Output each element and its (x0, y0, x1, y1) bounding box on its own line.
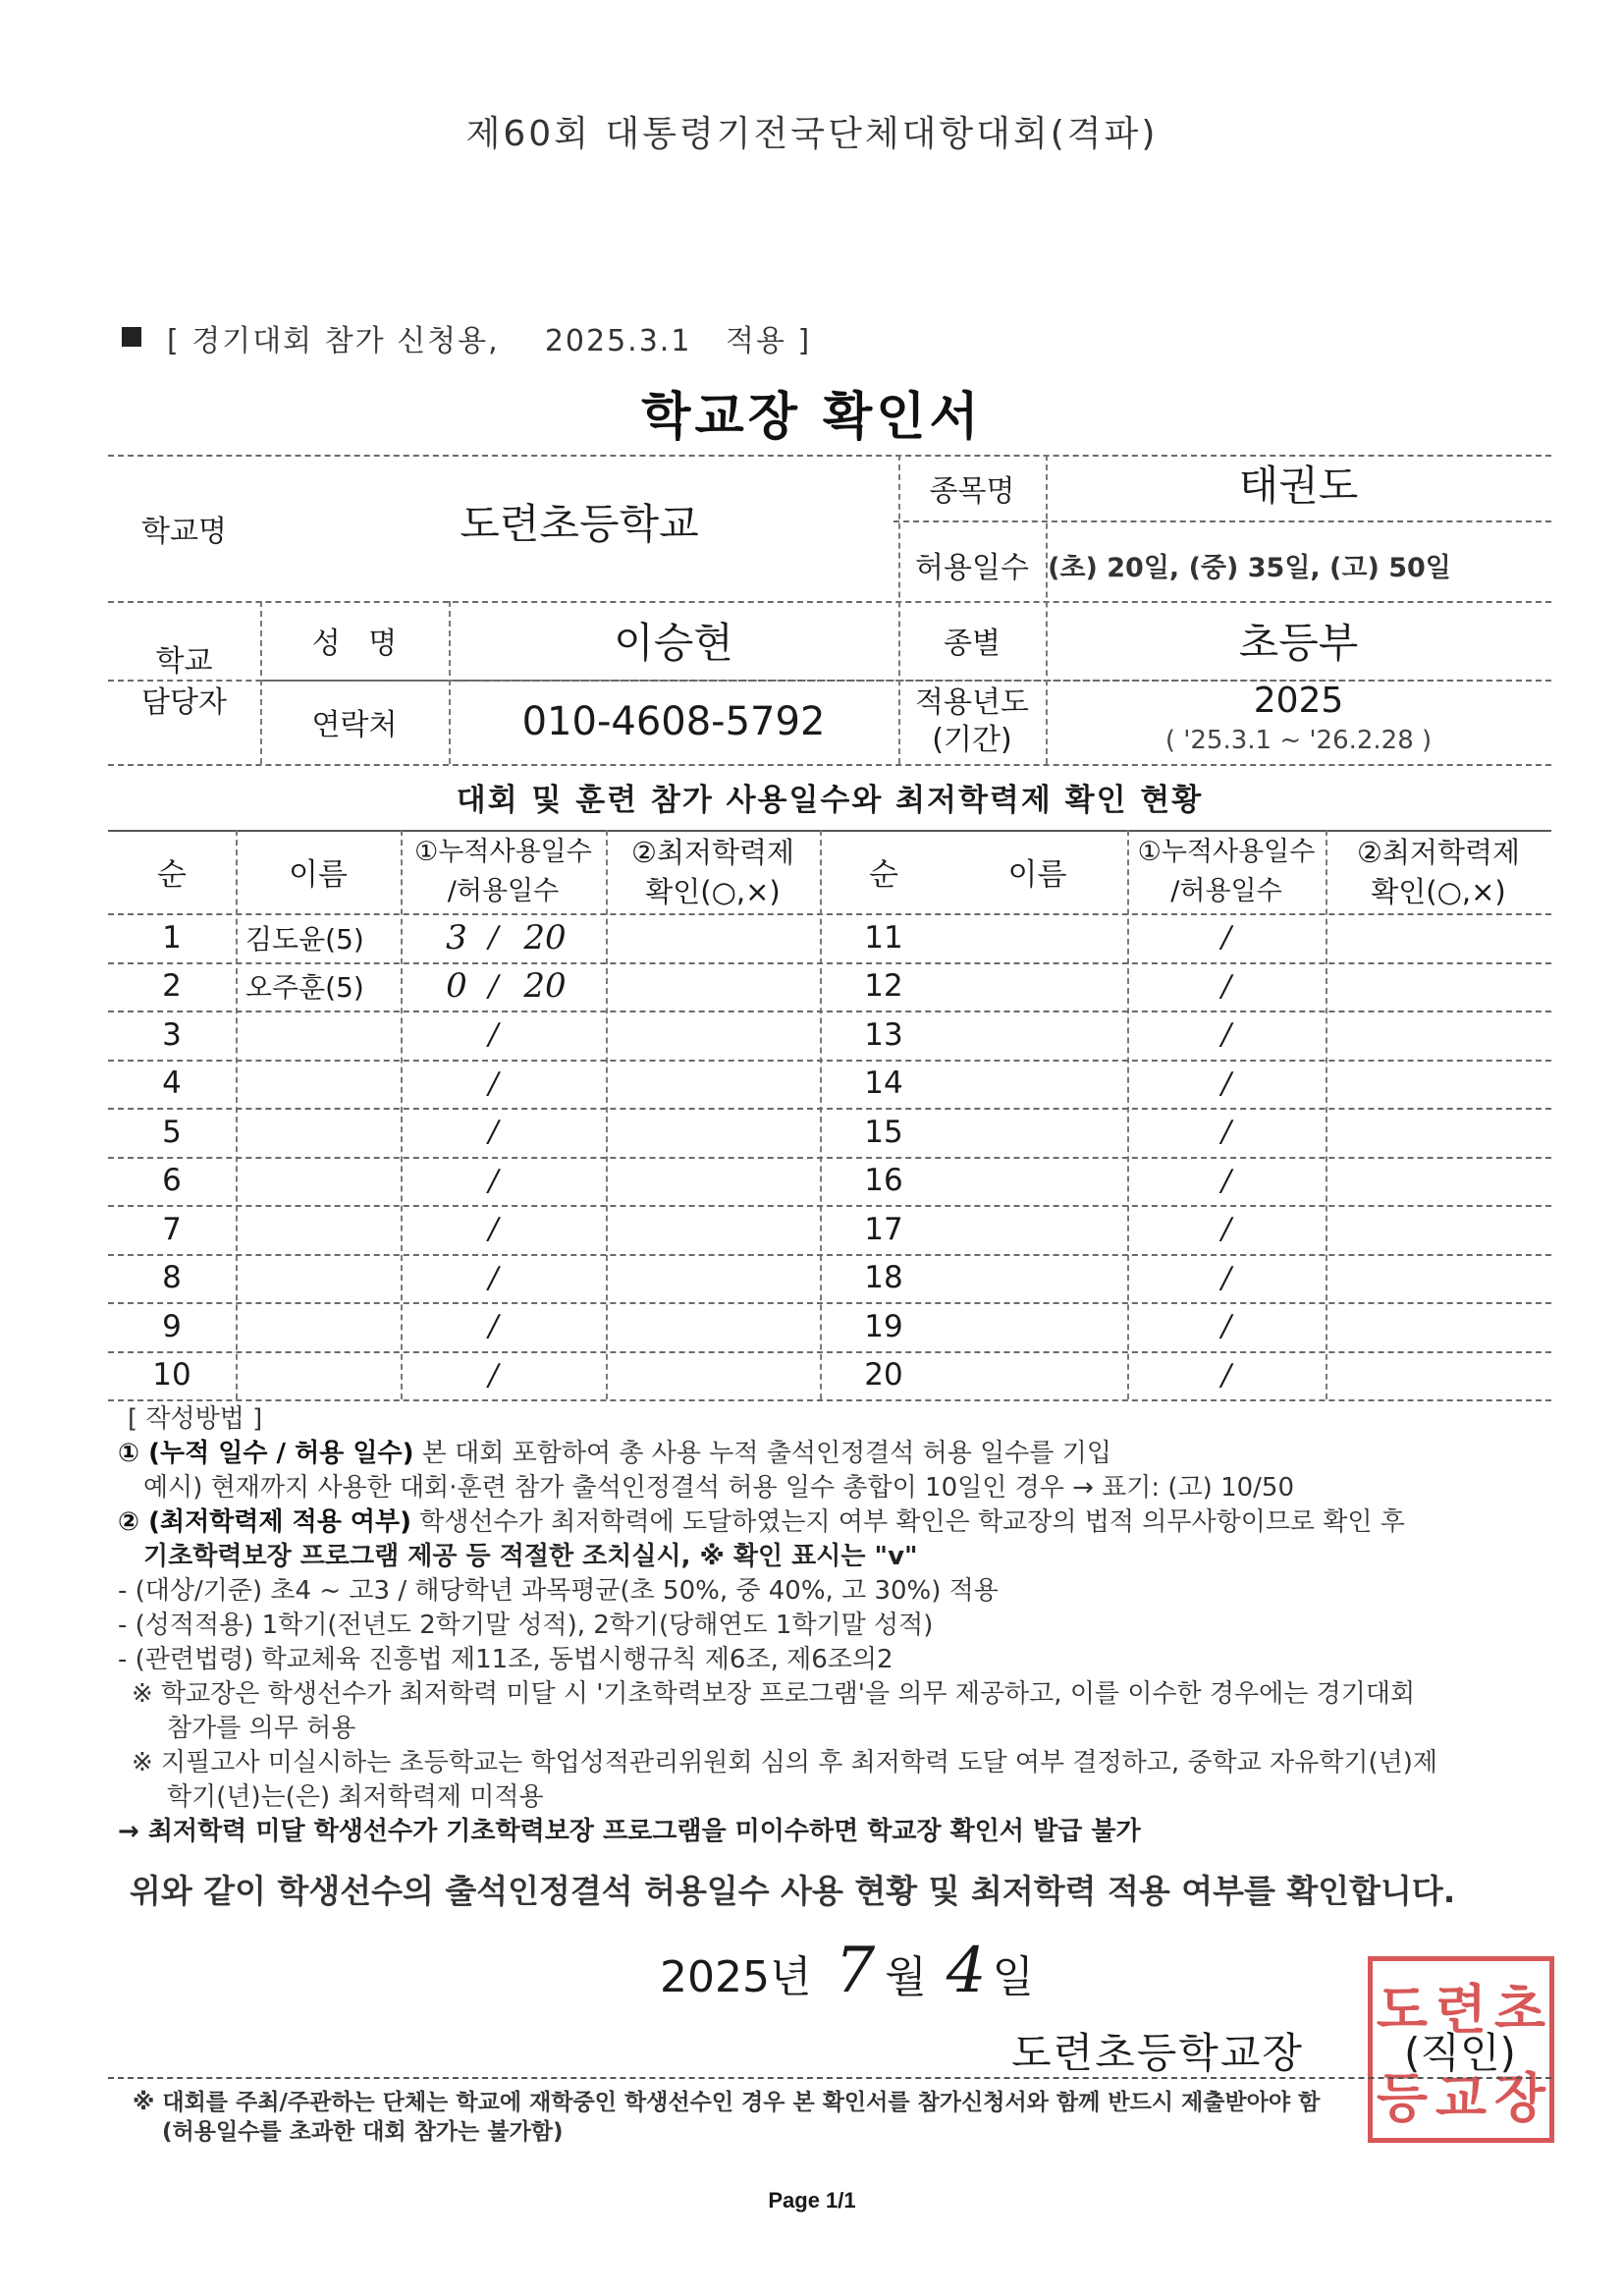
row-used-days: 3 (446, 917, 467, 957)
header-days-right: ①누적사용일수 /허용일수 (1137, 836, 1316, 906)
stamp-char: 등 (1376, 2065, 1429, 2129)
row-allowed-days (511, 1060, 579, 1109)
row-separator: / (488, 1017, 499, 1053)
note-3: - (대상/기준) 초4 ~ 고3 / 해당학년 과목평균(초 50%, 중 40%, 고 30%) 적용 (118, 1576, 999, 1606)
note-7-cont: 학기(년)는(은) 최저학력제 미적용 (167, 1782, 544, 1812)
year-label: 적용년도 (기간) (915, 685, 1029, 757)
note-7: ※ 지필고사 미실시하는 초등학교는 학업성적관리위원회 심의 후 최저학력 도달 여부 결정하고, 중학교 자유학기(년)제 (132, 1748, 1437, 1777)
row-number: 4 (162, 1066, 182, 1102)
header-no-left: 순 (157, 857, 187, 893)
row-separator: / (488, 1115, 499, 1150)
row-allowed-days: 20 (523, 966, 567, 1007)
note-1-example: 예시) 현재까지 사용한 대회·훈련 참가 출석인정결석 허용 일수 총합이 10일인 경우 → 표기: (고) 10/50 (143, 1473, 1295, 1503)
seal-label: (직인) (1404, 2029, 1516, 2077)
category-value: 초등부 (1238, 619, 1359, 667)
row-number: 1 (162, 919, 182, 956)
page-number: Page 1/1 (768, 2188, 856, 2213)
school-value: 도련초등학교 (460, 499, 699, 548)
row-name (245, 1108, 401, 1157)
row-separator: / (1220, 920, 1232, 956)
row-number: 6 (162, 1163, 182, 1199)
header-days-left: ①누적사용일수 /허용일수 (414, 836, 592, 906)
row-number: 14 (864, 1066, 903, 1102)
stamp-char: 도 (1376, 1977, 1429, 2041)
year-value: 2025 (1253, 680, 1344, 721)
row-number: 8 (162, 1260, 182, 1296)
application-note: [ 경기대회 참가 신청용, 2025.3.1 적용 ] (167, 324, 812, 358)
row-allowed-days (511, 1351, 579, 1400)
row-separator: / (488, 1309, 499, 1344)
issue-date (660, 1935, 1034, 2007)
row-name (245, 1205, 401, 1254)
note-2: ② (최저학력제 적용 여부) 학생선수가 최저학력에 도달하였는지 여부 확인은 학교장의 법적 의무사항이므로 확인 후 (118, 1507, 1405, 1537)
header-name-right: 이름 (1007, 857, 1067, 893)
header-no-right: 순 (869, 857, 898, 893)
row-separator: / (488, 1357, 499, 1393)
row-allowed-days (511, 1011, 579, 1060)
signer-name: 도련초등학교장 (1011, 2029, 1305, 2077)
row-number: 16 (864, 1163, 903, 1199)
date-month-unit: 월 (885, 1952, 927, 2002)
note-2-cont: 기초학력보장 프로그램 제공 등 적절한 조치실시, ※ 확인 표시는 "v" (143, 1542, 918, 1571)
date-day-unit: 일 (992, 1952, 1034, 2002)
row-separator: / (1220, 1115, 1232, 1150)
note-8: → 최저학력 미달 학생선수가 기초학력보장 프로그램을 미이수하면 학교장 확인서 발급 불가 (118, 1817, 1141, 1846)
allowed-days-value: (초) 20일, (중) 35일, (고) 50일 (1048, 552, 1451, 583)
row-name (245, 1011, 401, 1060)
row-name (245, 1157, 401, 1206)
row-separator: / (488, 1163, 499, 1198)
row-name: 오주훈(5) (245, 971, 364, 1005)
row-number: 12 (864, 968, 903, 1005)
row-separator: / (1220, 968, 1232, 1004)
row-number: 13 (864, 1016, 903, 1053)
row-separator: / (488, 920, 499, 956)
row-separator: / (1220, 1260, 1232, 1295)
row-allowed-days (511, 1108, 579, 1157)
row-number: 18 (864, 1260, 903, 1296)
row-number: 2 (162, 968, 182, 1005)
header-check-left: ②최저학력제 확인(○,×) (630, 835, 795, 908)
row-number: 20 (864, 1357, 903, 1394)
date-year: 2025년 (660, 1952, 812, 2002)
confirmation-text: 위와 같이 학생선수의 출석인정결석 허용일수 사용 현황 및 최저학력 적용 여부를 확인합니다. (130, 1872, 1456, 1910)
period-value: ( '25.3.1 ~ '26.2.28 ) (1164, 726, 1433, 755)
row-separator: / (1220, 1309, 1232, 1344)
writing-instructions (118, 1402, 1542, 1849)
allowed-days-label: 허용일수 (915, 551, 1029, 585)
row-separator: / (488, 1260, 499, 1295)
contact-label: 연락처 (311, 708, 398, 742)
row-allowed-days: 20 (523, 917, 567, 957)
stamp-char: 장 (1493, 2065, 1546, 2129)
footer-note-2: (허용일수를 초과한 대회 참가는 불가함) (162, 2119, 564, 2145)
row-number: 5 (162, 1114, 182, 1150)
sport-value: 태권도 (1238, 461, 1359, 510)
note-5: - (관련법령) 학교체육 진흥법 제11조, 동법시행규칙 제6조, 제6조의2 (118, 1645, 893, 1674)
row-separator: / (1220, 1066, 1232, 1101)
date-month: 7 (835, 1935, 876, 2007)
manager-label: 학교 담당자 (141, 644, 227, 720)
document-title: 학교장 확인서 (641, 388, 983, 447)
row-name (245, 1302, 401, 1351)
row-number: 17 (864, 1211, 903, 1247)
row-separator: / (488, 1212, 499, 1247)
note-4: - (성적적용) 1학기(전년도 2학기말 성적), 2학기(당해연도 1학기말 성적) (118, 1611, 934, 1640)
row-separator: / (488, 1066, 499, 1101)
row-number: 10 (152, 1357, 191, 1394)
row-allowed-days (511, 1205, 579, 1254)
note-6-cont: 참가를 의무 허용 (167, 1714, 356, 1743)
stamp-char: 초 (1493, 1977, 1546, 2041)
name-value: 이승현 (614, 619, 733, 667)
date-day: 4 (946, 1935, 987, 2007)
row-separator: / (1220, 1212, 1232, 1247)
row-name (245, 1254, 401, 1303)
row-allowed-days (511, 1254, 579, 1303)
row-number: 7 (162, 1211, 182, 1247)
row-separator: / (488, 968, 499, 1004)
usage-table-title: 대회 및 훈련 참가 사용일수와 최저학력제 확인 현황 (456, 782, 1204, 818)
stamp-char: 교 (1435, 2065, 1488, 2129)
notes-heading: [ 작성방법 ] (128, 1404, 263, 1434)
row-number: 19 (864, 1308, 903, 1344)
row-name (245, 1060, 401, 1109)
row-separator: / (1220, 1357, 1232, 1393)
footer-note: ※ 대회를 주최/주관하는 단체는 학교에 재학중인 학생선수인 경우 본 확인서를 참가신청서와 함께 반드시 제출받아야 함 (133, 2090, 1321, 2115)
row-number: 3 (162, 1016, 182, 1053)
event-title: 제60회 대통령기전국단체대항대회(격파) (465, 114, 1159, 154)
category-label: 종별 (944, 627, 1001, 661)
stamp-char: 련 (1435, 1977, 1488, 2041)
row-separator: / (1220, 1017, 1232, 1053)
header-check-right: ②최저학력제 확인(○,×) (1356, 835, 1521, 908)
row-number: 9 (162, 1308, 182, 1344)
sport-label: 종목명 (929, 473, 1015, 509)
header-name-left: 이름 (289, 857, 348, 893)
row-allowed-days (511, 1157, 579, 1206)
note-6: ※ 학교장은 학생선수가 최저학력 미달 시 '기초학력보장 프로그램'을 의무 제공하고, 이를 이수한 경우에는 경기대회 (132, 1679, 1416, 1709)
bullet-square-icon (122, 327, 141, 347)
name-label: 성 명 (311, 627, 398, 661)
row-name (245, 1351, 401, 1400)
row-used-days: 0 (446, 966, 467, 1007)
row-separator: / (1220, 1163, 1232, 1198)
school-label: 학교명 (141, 514, 227, 549)
row-number: 15 (864, 1114, 903, 1150)
row-allowed-days (511, 1302, 579, 1351)
row-number: 11 (864, 919, 903, 956)
row-name: 김도윤(5) (245, 922, 364, 956)
note-1: ① (누적 일수 / 허용 일수) 본 대회 포함하여 총 사용 누적 출석인정결석 허용 일수를 기입 (118, 1439, 1112, 1468)
contact-value: 010-4608-5792 (521, 699, 826, 744)
